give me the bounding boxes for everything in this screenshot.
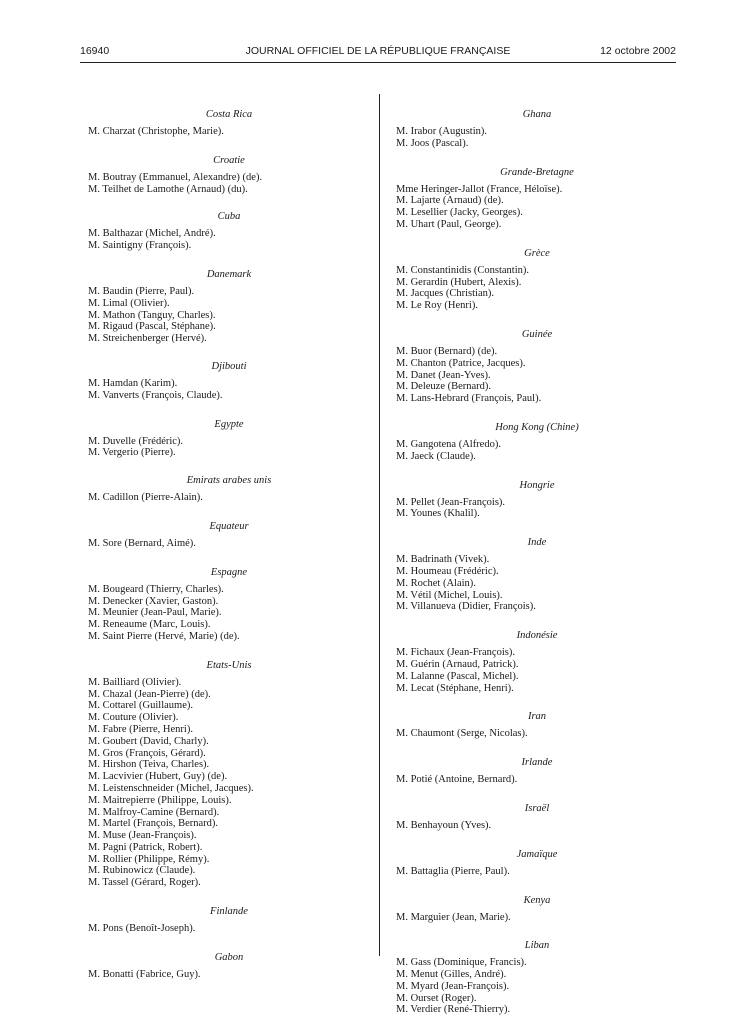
person-list [396,346,678,405]
person-entry: M. Martel (François, Bernard). [88,818,219,830]
country-section [88,107,370,138]
person-entry: M. Verdier (René-Thierry). [396,1004,511,1016]
country-heading: Hong Kong (Chine) [495,421,579,433]
country-section [88,950,370,981]
right-column [396,92,678,1016]
country-section [88,658,370,889]
person-entry: M. Joos (Pascal). [396,137,469,149]
person-entry: M. Lans-Hebrard (François, Paul). [396,393,542,405]
person-entry: M. Saintigny (François). [88,240,192,252]
person-list [396,728,678,740]
publication-date: 12 octobre 2002 [600,45,676,57]
person-entry: M. Leistenschneider (Michel, Jacques). [88,782,254,794]
person-entry: M. Maitrepierre (Philippe, Louis). [88,794,232,806]
person-entry: M. Le Roy (Henri). [396,300,478,312]
person-list [88,969,370,981]
person-entry: M. Lecat (Stéphane, Henri). [396,682,514,694]
person-entry: M. Potié (Antoine, Bernard). [396,774,518,786]
person-entry: M. Badrinath (Vivek). [396,554,490,566]
country-section [396,478,678,521]
person-entry: M. Cottarel (Guillaume). [88,700,193,712]
country-section [396,628,678,694]
person-entry: M. Rubinowicz (Claude). [88,865,196,877]
person-entry: M. Uhart (Paul, George). [396,218,502,230]
person-entry: M. Lajarte (Arnaud) (de). [396,195,504,207]
country-section [396,327,678,405]
person-entry: M. Vanverts (François, Claude). [88,389,223,401]
person-entry: M. Vergerio (Pierre). [88,447,176,459]
country-section [396,938,678,1016]
person-entry: M. Menut (Gilles, André). [396,969,507,981]
person-entry: Mme Heringer-Jallot (France, Héloïse). [396,183,563,195]
person-entry: M. Rochet (Alain). [396,577,476,589]
person-entry: M. Buor (Bernard) (de). [396,345,498,357]
person-entry: M. Duvelle (Frédéric). [88,435,184,447]
person-entry: M. Rollier (Philippe, Rémy). [88,853,210,865]
country-heading: Kenya [523,894,551,906]
country-heading: Inde [527,537,547,549]
person-list [396,866,678,878]
person-entry: M. Cadillon (Pierre-Alain). [88,492,203,504]
person-list [396,126,678,150]
country-heading: Djibouti [211,360,247,372]
person-entry: M. Bougeard (Thierry, Charles). [88,583,224,595]
person-entry: M. Lalanne (Pascal, Michel). [396,670,519,682]
country-section [88,359,370,402]
country-heading: Danemark [206,268,252,280]
person-list [88,126,370,138]
country-heading: Egypte [214,418,244,430]
country-heading: Irlande [521,757,553,769]
person-entry: M. Marguier (Jean, Marie). [396,911,511,923]
person-entry: M. Chazal (Jean-Pierre) (de). [88,688,211,700]
person-entry: M. Hirshon (Teiva, Charles). [88,759,210,771]
person-entry: M. Danet (Jean-Yves). [396,369,491,381]
country-heading: Equateur [209,520,249,532]
country-section [396,755,678,786]
person-list [88,584,370,643]
person-entry: M. Gros (François, Gérard). [88,747,206,759]
person-entry: M. Battaglia (Pierre, Paul). [396,865,510,877]
country-heading: Hongrie [519,479,555,491]
person-list [88,492,370,504]
person-entry: M. Chaumont (Serge, Nicolas). [396,728,528,740]
person-entry: M. Streichenberger (Hervé). [88,333,207,345]
person-entry: M. Fichaux (Jean-François). [396,647,515,659]
person-list [88,286,370,345]
country-section [88,519,370,550]
country-section [396,893,678,924]
person-entry: M. Pellet (Jean-François). [396,496,506,508]
person-list [396,957,678,1016]
person-list [396,912,678,924]
country-heading: Jamaïque [516,848,558,860]
person-list [88,677,370,889]
country-heading: Etats-Unis [206,659,252,671]
person-entry: M. Chanton (Patrice, Jacques). [396,357,526,369]
person-entry: M. Charzat (Christophe, Marie). [88,126,224,137]
person-entry: M. Benhayoun (Yves). [396,819,492,831]
country-section [396,420,678,463]
country-heading: Gabon [214,951,244,963]
person-entry: M. Balthazar (Michel, André). [88,228,216,240]
person-entry: M. Gangotena (Alfredo). [396,438,501,450]
person-list [396,647,678,694]
country-heading: Indonésie [516,630,558,642]
person-list [396,497,678,521]
person-entry: M. Younes (Khalil). [396,508,480,520]
person-list [396,184,678,231]
country-section [88,473,370,504]
person-list [396,554,678,613]
person-list [88,436,370,460]
country-section [396,801,678,832]
country-heading: Ghana [522,109,552,120]
person-list [88,923,370,935]
person-entry: M. Bonatti (Fabrice, Guy). [88,968,201,980]
country-heading: Iran [527,711,547,723]
person-entry: M. Tassel (Gérard, Roger). [88,877,201,889]
country-heading: Finlande [210,906,248,918]
page-number: 16940 [80,45,110,57]
country-heading: Israël [524,802,550,814]
country-heading: Costa Rica [205,109,253,120]
country-section [88,267,370,345]
person-entry: M. Pagni (Patrick, Robert). [88,841,203,853]
person-entry: M. Hamdan (Karim). [88,377,178,389]
person-list [396,774,678,786]
person-entry: M. Muse (Jean-François). [88,830,197,842]
person-entry: M. Lesellier (Jacky, Georges). [396,207,523,219]
person-list [396,820,678,832]
person-entry: M. Teilhet de Lamothe (Arnaud) (du). [88,183,248,195]
country-heading: Espagne [210,566,248,578]
person-list [396,439,678,463]
column-divider [379,94,380,956]
person-entry: M. Houmeau (Frédéric). [396,565,499,577]
person-entry: M. Denecker (Xavier, Gaston). [88,595,219,607]
person-entry: M. Ourset (Roger). [396,992,477,1004]
person-entry: M. Pons (Benoît-Joseph). [88,923,196,935]
person-entry: M. Villanueva (Didier, François). [396,601,536,613]
person-list [396,265,678,312]
person-entry: M. Constantinidis (Constantin). [396,264,530,276]
person-entry: M. Mathon (Tanguy, Charles). [88,309,216,321]
person-entry: M. Jacques (Christian). [396,288,494,300]
country-heading: Guinée [521,328,553,340]
country-section [396,246,678,312]
country-section [396,535,678,613]
country-section [88,209,370,252]
person-entry: M. Limal (Olivier). [88,297,170,309]
person-list [88,538,370,550]
country-heading: Cuba [217,211,241,223]
header-rule [80,62,676,63]
person-list [88,228,370,252]
country-section [396,847,678,878]
person-entry: M. Couture (Olivier). [88,712,179,724]
person-entry: M. Vétil (Michel, Louis). [396,589,503,601]
person-entry: M. Deleuze (Bernard). [396,381,492,393]
person-entry: M. Rigaud (Pascal, Stéphane). [88,321,216,333]
person-entry: M. Fabre (Pierre, Henri). [88,723,193,735]
person-entry: M. Saint Pierre (Hervé, Marie) (de). [88,630,240,642]
country-heading: Grèce [524,247,550,259]
country-section [396,709,678,740]
person-list [88,378,370,402]
left-column [88,92,370,981]
person-entry: M. Boutray (Emmanuel, Alexandre) (de). [88,171,263,183]
country-section [88,417,370,460]
country-heading: Croatie [213,154,245,166]
country-section [88,565,370,643]
person-entry: M. Reneaume (Marc, Louis). [88,619,211,631]
person-entry: M. Baudin (Pierre, Paul). [88,285,195,297]
country-heading: Liban [524,940,550,952]
person-entry: M. Bailliard (Olivier). [88,676,182,688]
person-entry: M. Jaeck (Claude). [396,450,476,462]
country-heading: Emirats arabes unis [186,475,272,487]
country-section [88,153,370,196]
person-entry: M. Malfroy-Camine (Bernard). [88,806,220,818]
person-entry: M. Lacvivier (Hubert, Guy) (de). [88,771,228,783]
person-entry: M. Myard (Jean-François). [396,980,510,992]
journal-title: JOURNAL OFFICIEL DE LA RÉPUBLIQUE FRANÇAISE [245,45,511,57]
person-entry: M. Goubert (David, Charly). [88,735,209,747]
person-entry: M. Gerardin (Hubert, Alexis). [396,276,522,288]
page-header [80,45,676,59]
country-section [396,165,678,231]
country-heading: Grande-Bretagne [500,166,574,178]
person-entry: M. Gass (Dominique, Francis). [396,957,527,969]
person-entry: M. Guérin (Arnaud, Patrick). [396,658,519,670]
person-entry: M. Sore (Bernard, Aimé). [88,537,196,549]
person-list [88,172,370,196]
country-section [396,107,678,150]
country-section [88,904,370,935]
person-entry: M. Irabor (Augustin). [396,126,487,137]
person-entry: M. Meunier (Jean-Paul, Marie). [88,607,222,619]
